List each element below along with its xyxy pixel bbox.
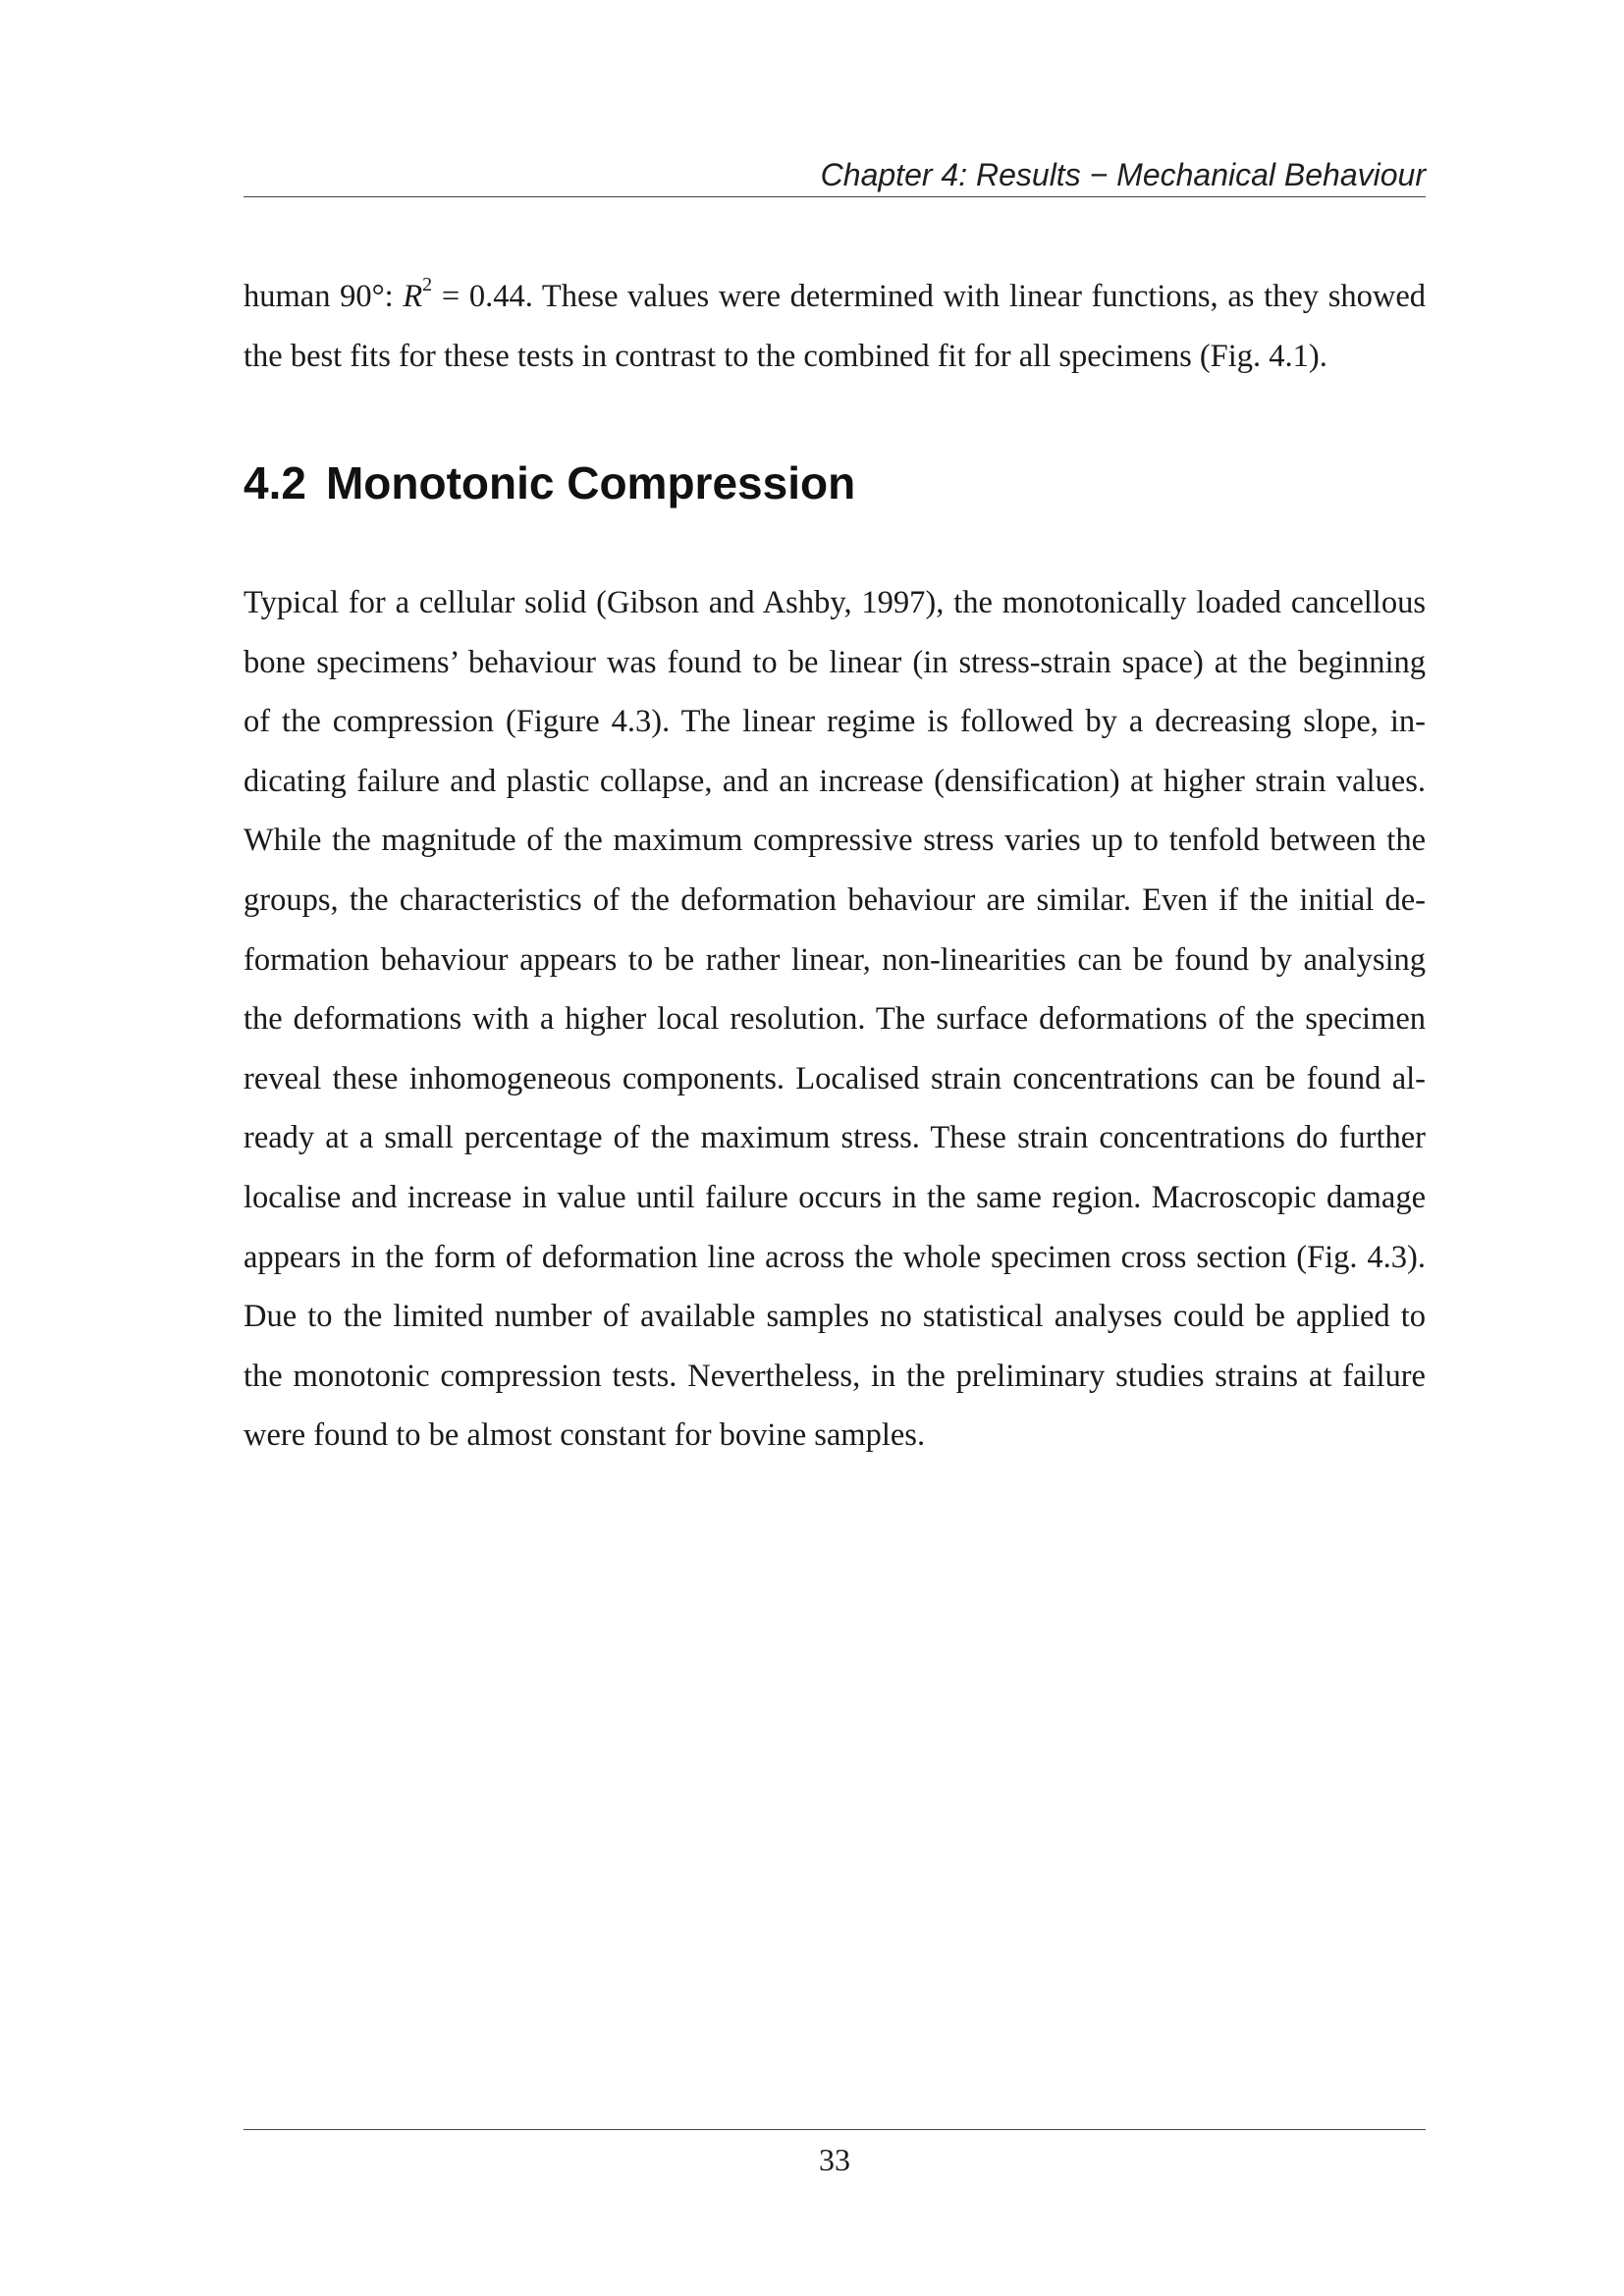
- text-line: the deformations with a higher local resolution. The surface deformations of the specimen: [244, 1001, 1426, 1038]
- text-line: the monotonic compression tests. Nevertheless, in the preliminary studies strains at failure: [244, 1358, 1426, 1394]
- text-line: bone specimens’ behaviour was found to be linear (in stress-strain space) at the beginning: [244, 644, 1426, 680]
- text-fragment: = 0.44. These values were determined with linear functions, as they showed: [432, 279, 1426, 314]
- paragraph-monotonic-compression: [244, 573, 1426, 1466]
- text-line: were found to be almost constant for bovine samples.: [244, 1417, 926, 1454]
- footer-divider: [244, 2129, 1426, 2130]
- text-line: localise and increase in value until failure occurs in the same region. Macroscopic damage: [244, 1179, 1426, 1215]
- text-line: the best fits for these tests in contrast to the combined fit for all specimens (Fig. 4.1).: [244, 338, 1327, 374]
- paragraph-continuation: [244, 267, 1426, 386]
- r-squared-symbol: R: [403, 279, 423, 314]
- text-line: reveal these inhomogeneous components. Localised strain concentrations can be found al-: [244, 1060, 1426, 1096]
- section-number: 4.2: [244, 457, 306, 508]
- text-line: of the compression (Figure 4.3). The linear regime is followed by a decreasing slope, in-: [244, 704, 1426, 740]
- page-number: 33: [819, 2142, 850, 2177]
- text-line: Typical for a cellular solid (Gibson and Ashby, 1997), the monotonically loaded cancellous: [244, 585, 1426, 620]
- running-header: Chapter 4: Results − Mechanical Behaviour: [820, 157, 1426, 192]
- text-line: While the magnitude of the maximum compressive stress varies up to tenfold between the: [244, 823, 1426, 859]
- text-line: dicating failure and plastic collapse, and an increase (densification) at higher strain values.: [244, 763, 1426, 799]
- text-line: ready at a small percentage of the maximum stress. These strain concentrations do further: [244, 1120, 1426, 1156]
- text-fragment: human 90°:: [244, 279, 404, 314]
- text-line: Due to the limited number of available samples no statistical analyses could be applied to: [244, 1299, 1426, 1335]
- text-line: groups, the characteristics of the deformation behaviour are similar. Even if the initial de-: [244, 881, 1426, 918]
- text-line: formation behaviour appears to be rather linear, non-linearities can be found by analysing: [244, 941, 1426, 978]
- text-line: [244, 267, 1426, 327]
- superscript: 2: [422, 274, 433, 296]
- text-line: appears in the form of deformation line across the whole specimen cross section (Fig. 4.3).: [244, 1239, 1426, 1275]
- section-heading: [244, 455, 855, 510]
- section-title: Monotonic Compression: [325, 457, 856, 508]
- header-divider: [244, 196, 1426, 197]
